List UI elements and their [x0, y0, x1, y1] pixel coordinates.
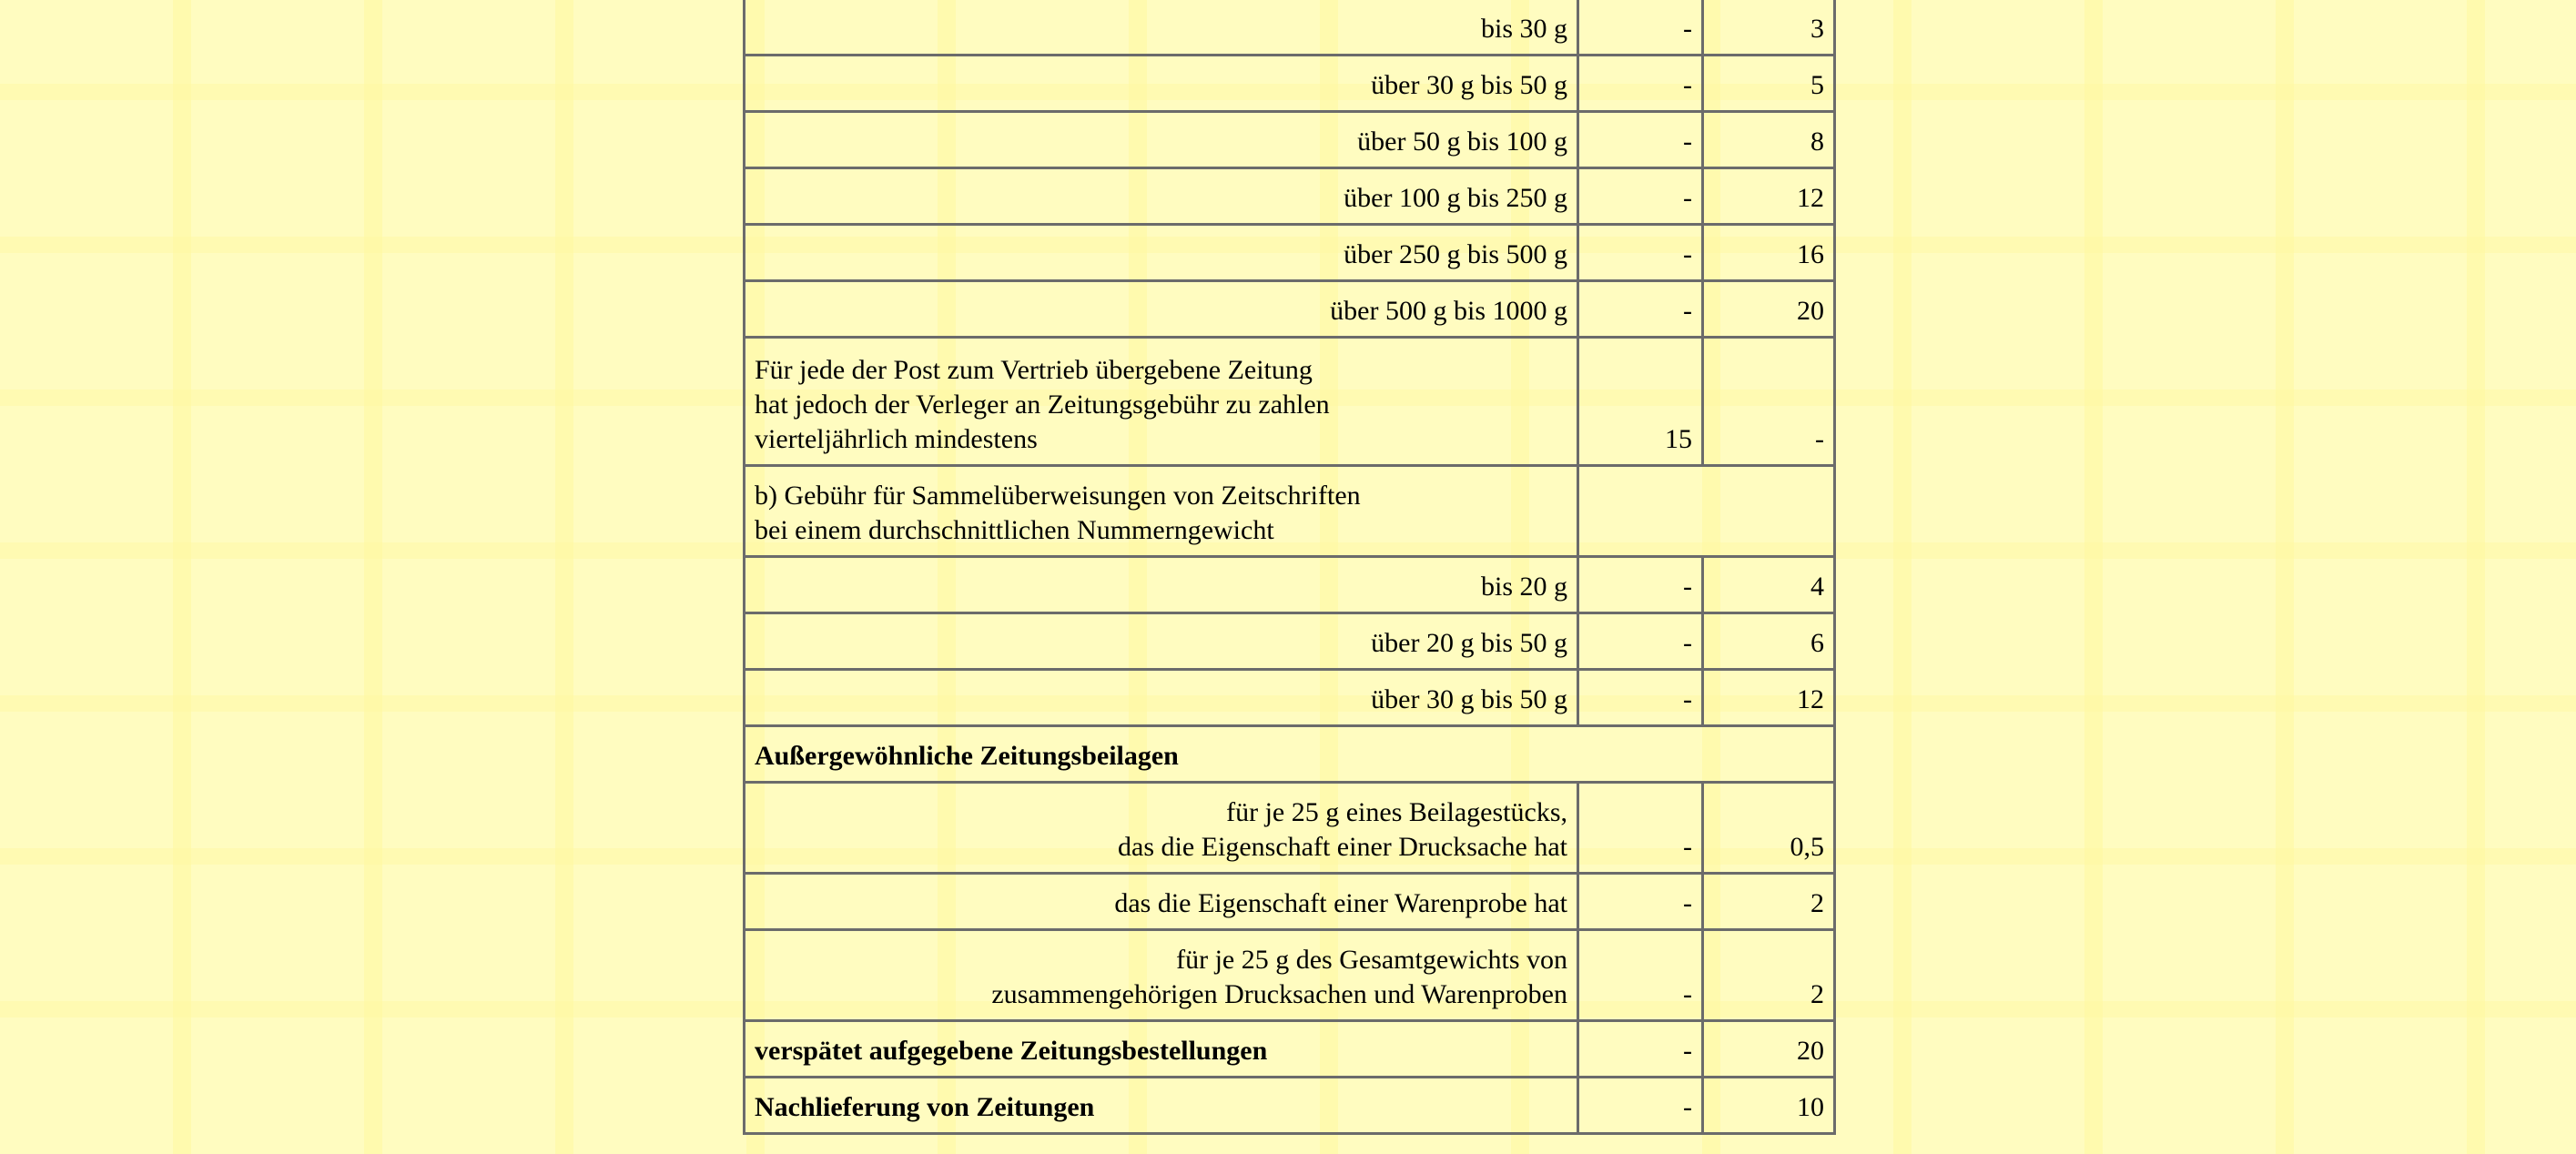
beilagen-heading: Außergewöhnliche Zeitungsbeilagen: [745, 727, 1836, 784]
value-col3: 4: [1704, 558, 1836, 614]
redelivery-label: Nachlieferung von Zeitungen: [745, 1078, 1579, 1135]
value-col3: 2: [1704, 931, 1836, 1022]
weight-label: über 500 g bis 1000 g: [745, 282, 1579, 339]
value-col3: 6: [1704, 614, 1836, 671]
weight-label: über 30 g bis 50 g: [745, 56, 1579, 113]
section-b-line: b) Gebühr für Sammelüberweisungen von Zeitschriften: [755, 481, 1361, 511]
value-col2: -: [1579, 671, 1704, 727]
section-b-line: bei einem durchschnittlichen Nummerngewicht: [755, 515, 1274, 545]
beilage-line: zusammengehörigen Drucksachen und Warenproben: [991, 979, 1567, 1009]
value-col2: -: [1579, 784, 1704, 875]
value-col2: -: [1579, 558, 1704, 614]
beilage-line: für je 25 g eines Beilagestücks,: [1226, 797, 1567, 827]
minimum-fee-text: [745, 339, 1579, 467]
fee-table-container: [743, 0, 1833, 1135]
table-row: [745, 0, 1836, 56]
value-col2: -: [1579, 226, 1704, 282]
minimum-fee-line: Für jede der Post zum Vertrieb übergebene Zeitung: [755, 355, 1313, 385]
weight-label: über 50 g bis 100 g: [745, 113, 1579, 169]
late-orders-row: [745, 1022, 1836, 1078]
beilage-line: für je 25 g des Gesamtgewichts von: [1176, 945, 1567, 975]
weight-label: über 250 g bis 500 g: [745, 226, 1579, 282]
value-col3: 12: [1704, 671, 1836, 727]
value-col3: 20: [1704, 282, 1836, 339]
value-col3: 2: [1704, 875, 1836, 931]
value-col3: 10: [1704, 1078, 1836, 1135]
late-orders-label: verspätet aufgegebene Zeitungsbestellungen: [745, 1022, 1579, 1078]
table-row: [745, 558, 1836, 614]
value-col2: -: [1579, 113, 1704, 169]
table-row: [745, 671, 1836, 727]
table-row: [745, 56, 1836, 113]
section-b-empty-cell: [1579, 467, 1836, 558]
fee-table: [743, 0, 1836, 1135]
beilage-label: [745, 931, 1579, 1022]
table-row: [745, 113, 1836, 169]
beilage-label: das die Eigenschaft einer Warenprobe hat: [745, 875, 1579, 931]
table-row: [745, 614, 1836, 671]
value-col2: -: [1579, 931, 1704, 1022]
beilage-line: das die Eigenschaft einer Drucksache hat: [1118, 832, 1567, 862]
value-col3: 3: [1704, 0, 1836, 56]
value-col3: 0,5: [1704, 784, 1836, 875]
weight-label: über 100 g bis 250 g: [745, 169, 1579, 226]
value-col3: 12: [1704, 169, 1836, 226]
value-col2: -: [1579, 56, 1704, 113]
value-col3: 5: [1704, 56, 1836, 113]
table-row: [745, 784, 1836, 875]
value-col2: -: [1579, 1078, 1704, 1135]
value-col2: -: [1579, 614, 1704, 671]
minimum-fee-row: [745, 339, 1836, 467]
minimum-fee-line: vierteljährlich mindestens: [755, 424, 1038, 454]
value-col2: -: [1579, 282, 1704, 339]
table-row: [745, 282, 1836, 339]
value-col3: 20: [1704, 1022, 1836, 1078]
table-row: [745, 931, 1836, 1022]
value-col2: -: [1579, 0, 1704, 56]
table-row: [745, 875, 1836, 931]
value-col3: 8: [1704, 113, 1836, 169]
weight-label: bis 30 g: [745, 0, 1579, 56]
weight-label: über 20 g bis 50 g: [745, 614, 1579, 671]
value-col3: 16: [1704, 226, 1836, 282]
value-col2: 15: [1579, 339, 1704, 467]
section-b-row: [745, 467, 1836, 558]
section-b-text: [745, 467, 1579, 558]
value-col3: -: [1704, 339, 1836, 467]
weight-label: über 30 g bis 50 g: [745, 671, 1579, 727]
redelivery-row: [745, 1078, 1836, 1135]
minimum-fee-line: hat jedoch der Verleger an Zeitungsgebühr zu zahlen: [755, 390, 1330, 420]
value-col2: -: [1579, 169, 1704, 226]
weight-label: bis 20 g: [745, 558, 1579, 614]
value-col2: -: [1579, 875, 1704, 931]
beilagen-heading-row: [745, 727, 1836, 784]
table-row: [745, 169, 1836, 226]
value-col2: -: [1579, 1022, 1704, 1078]
beilage-label: [745, 784, 1579, 875]
table-row: [745, 226, 1836, 282]
